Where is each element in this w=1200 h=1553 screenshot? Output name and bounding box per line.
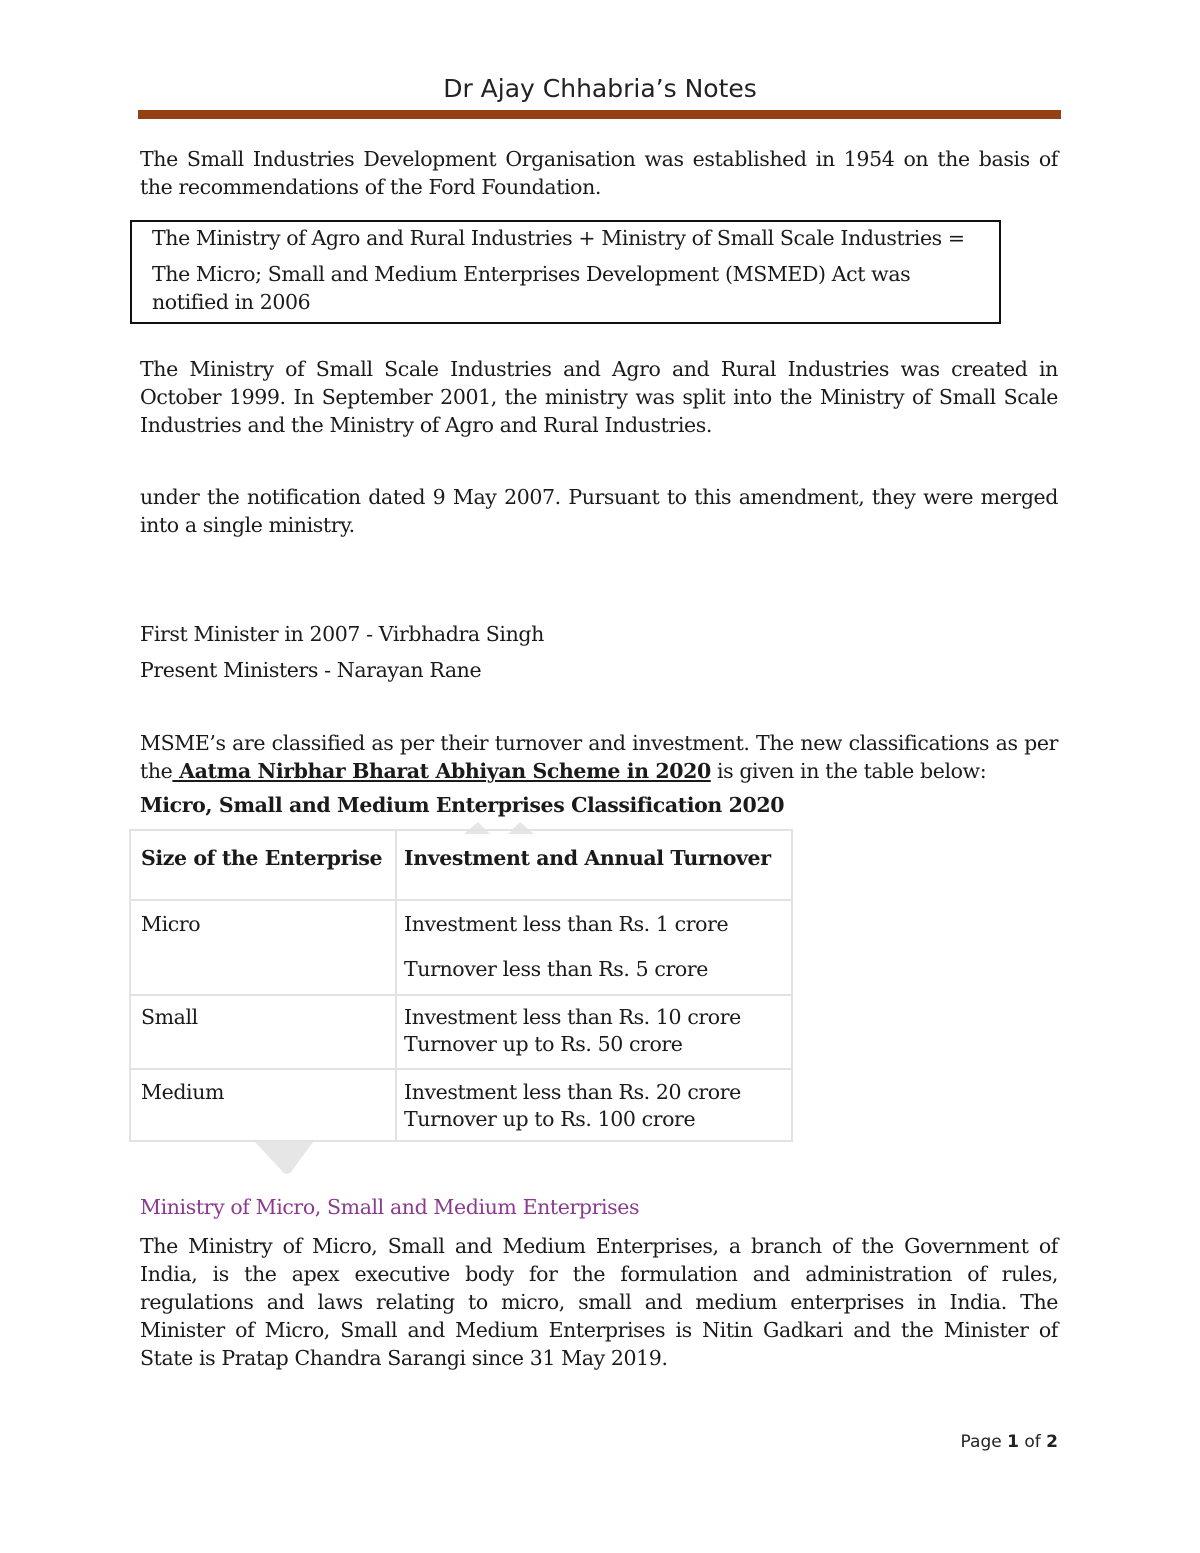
footer-page-total: 2 <box>1046 1432 1058 1452</box>
table-header-size: Size of the Enterprise <box>141 846 383 870</box>
table-column-divider <box>395 831 397 1140</box>
footer-page-number: 1 <box>1007 1432 1019 1452</box>
table-row-divider <box>131 899 791 901</box>
table-cell-small-turnover: Turnover up to Rs. 50 crore <box>404 1032 683 1056</box>
header-rule <box>138 110 1061 119</box>
table-cell-size-small: Small <box>141 1005 198 1029</box>
section-heading: Ministry of Micro, Small and Medium Enterprises <box>140 1195 640 1219</box>
page-footer <box>961 1432 1058 1452</box>
table-cell-micro-investment: Investment less than Rs. 1 crore <box>404 912 729 936</box>
classification-text-after: is given in the table below: <box>710 759 987 783</box>
footer-page-word: Page <box>960 1432 1002 1452</box>
scheme-link[interactable]: Aatma Nirbhar Bharat Abhiyan Scheme in 2020 <box>172 759 711 783</box>
table-cell-small-investment: Investment less than Rs. 10 crore <box>404 1005 741 1029</box>
footer-of-word: of <box>1024 1432 1041 1452</box>
classification-table <box>129 829 793 1142</box>
table-cell-size-medium: Medium <box>141 1080 225 1104</box>
boxed-note-line-2: The Micro; Small and Medium Enterprises Development (MSMED) Act was notified in 2006 <box>152 262 911 314</box>
watermark-fragment-bottom <box>255 1138 319 1178</box>
classification-text-before: MSME’s are classified as per their turnover and investment. The new classifications as per the <box>140 731 1058 783</box>
boxed-note-line-1: The Ministry of Agro and Rural Industries + Ministry of Small Scale Industries = <box>152 226 965 250</box>
table-cell-size-micro: Micro <box>141 912 201 936</box>
table-header-investment: Investment and Annual Turnover <box>404 846 771 870</box>
boxed-note <box>130 220 1001 324</box>
table-row-divider <box>131 1068 791 1070</box>
first-minister: First Minister in 2007 - Virbhadra Singh <box>140 622 544 646</box>
table-cell-medium-turnover: Turnover up to Rs. 100 crore <box>404 1107 696 1131</box>
table-cell-medium-investment: Investment less than Rs. 20 crore <box>404 1080 741 1104</box>
table-title: Micro, Small and Medium Enterprises Classification 2020 <box>140 793 785 817</box>
table-row-divider <box>131 994 791 996</box>
notification-paragraph: under the notification dated 9 May 2007. Pursuant to this amendment, they were merged into a single ministry. <box>140 485 1058 537</box>
classification-paragraph <box>140 729 1058 785</box>
ministry-paragraph: The Ministry of Small Scale Industries and Agro and Rural Industries was created in October 1999. In September 2001, the ministry was split into the Ministry of Small Scale Industries and the Ministry of Agro and Rural Industries. <box>140 357 1058 437</box>
present-ministers: Present Ministers - Narayan Rane <box>140 658 482 682</box>
section-body: The Ministry of Micro, Small and Medium Enterprises, a branch of the Government of India, is the apex executive body for the formulation and administration of rules, regulations and laws relating to micro, small and medium enterprises in India. The Minister of Micro, Small and Medium Enterprises is Nitin Gadkari and the Minister of State is Pratap Chandra Sarangi since 31 May 2019. <box>140 1234 1058 1370</box>
table-cell-micro-turnover: Turnover less than Rs. 5 crore <box>404 957 708 981</box>
intro-paragraph: The Small Industries Development Organisation was established in 1954 on the basis of the recommendations of the Ford Foundation. <box>140 147 1058 199</box>
page-header-title: Dr Ajay Chhabria’s Notes <box>443 74 757 103</box>
